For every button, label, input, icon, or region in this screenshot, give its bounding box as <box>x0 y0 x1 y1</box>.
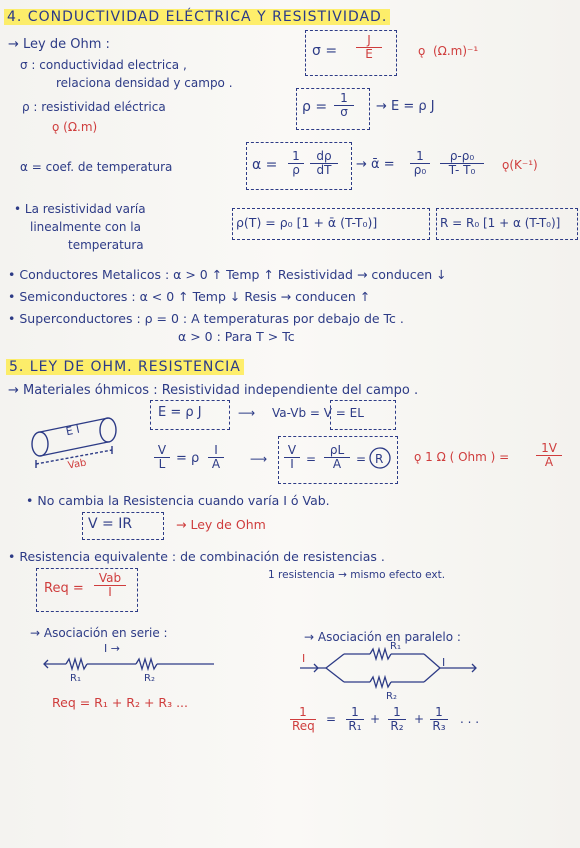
par-term-1 <box>346 706 364 733</box>
alpha-frac1-num: 1 <box>288 150 304 164</box>
serie-r2: R₂ <box>144 673 155 684</box>
no-change-line: • No cambia la Resistencia cuando varía I ó Vab. <box>26 493 330 508</box>
rho-l-den: A <box>332 457 342 471</box>
i-over-a-num: I <box>208 444 224 458</box>
series-circuit <box>44 659 214 669</box>
e-rho-j: E = ρ J <box>158 405 202 420</box>
par-term3-den: R₃ <box>432 719 446 733</box>
ohm-num: 1V <box>536 442 562 456</box>
alpha-bar-lhs: → ᾱ = <box>356 157 395 172</box>
serie-r1: R₁ <box>70 673 81 684</box>
rho-definition: ρ : resistividad eléctrica <box>22 100 166 114</box>
rho-l-over-a <box>324 444 350 471</box>
req-lhs: Req = <box>44 581 84 596</box>
alpha-eq-lhs: α = <box>252 157 278 173</box>
par-dots: . . . <box>460 712 480 726</box>
cylinder-vab: Vab <box>67 457 88 472</box>
rho-eq-rhs: → E = ρ J <box>376 99 435 114</box>
req-title-line: • Resistencia equivalente : de combinación de resistencias . <box>8 549 385 564</box>
par-plus-2: + <box>414 712 425 726</box>
req-den: I <box>108 585 112 599</box>
serie-equation: Req = R₁ + R₂ + R₃ ... <box>52 695 188 710</box>
sigma-definition: σ : conductividad electrica , <box>20 58 187 72</box>
rho-den: σ <box>340 105 348 119</box>
i-over-a-den: A <box>211 457 221 471</box>
par-term1-num: 1 <box>346 706 364 720</box>
serie-current: I → <box>104 642 120 655</box>
req-subtitle: 1 resistencia → mismo efecto ext. <box>268 569 446 581</box>
superconductores-line-2: α > 0 : Para T > Tc <box>178 329 295 344</box>
sigma-num: J <box>356 34 382 48</box>
section-4-title: 4. CONDUCTIVIDAD ELÉCTRICA Y RESISTIVIDAD. <box>4 10 390 24</box>
ley-ohm-label: → Ley de Ohm <box>176 517 266 532</box>
v-over-i-num: V <box>284 444 300 458</box>
linear-line-2: linealmente con la <box>30 220 141 234</box>
par-eq-lhs-num: 1 <box>290 706 316 720</box>
alpha-frac1-den: ρ <box>292 163 300 177</box>
par-plus-1: + <box>370 712 381 726</box>
paralelo-current-out: I <box>442 656 446 669</box>
resistance-symbol: R <box>375 452 384 466</box>
par-term-3 <box>430 706 448 733</box>
sigma-units: ǫ (Ω.m)⁻¹ <box>418 44 479 58</box>
alpha-bar-frac2-num: ρ-ρ₀ <box>440 150 484 164</box>
vir-eq: V = IR <box>88 516 133 532</box>
paralelo-heading: → Asociación en paralelo : <box>304 630 461 644</box>
rho-l-num: ρL <box>324 444 350 458</box>
serie-heading: → Asociación en serie : <box>30 626 168 640</box>
paralelo-r1: R₁ <box>390 641 401 652</box>
par-eq-equals: = <box>326 712 337 726</box>
alpha-bar-frac1-den: ρ₀ <box>413 163 427 177</box>
ohm-den: A <box>544 455 554 469</box>
section-5-title: 5. LEY DE OHM. RESISTENCIA <box>6 360 244 374</box>
linear-equation: ρ(T) = ρ₀ [1 + ᾱ (T-T₀)] <box>236 215 378 230</box>
cylinder-label: E I <box>64 422 81 439</box>
par-term1-den: R₁ <box>348 719 362 733</box>
i-over-a <box>208 444 224 471</box>
alpha-bar-frac2-den: T- T₀ <box>448 163 476 177</box>
par-term2-num: 1 <box>388 706 406 720</box>
alpha-bar-frac1-num: 1 <box>410 150 430 164</box>
arrow-1: ⟶ <box>238 406 256 420</box>
sigma-den: E <box>365 47 373 61</box>
par-term2-den: R₂ <box>390 719 404 733</box>
linear-line-3: temperatura <box>68 238 144 252</box>
equals-1: = <box>306 452 317 466</box>
alpha-frac2-den: dT <box>316 163 332 177</box>
rho-num: 1 <box>334 92 354 106</box>
v-over-l-num: V <box>154 444 170 458</box>
rho-eq-lhs: ρ = <box>302 99 328 115</box>
ohmic-materials-line: → Materiales óhmicos : Resistividad independiente del campo . <box>8 383 419 398</box>
v-over-l-den: L <box>158 457 166 471</box>
v-el-box <box>330 400 396 430</box>
arrow-2: ⟶ <box>250 452 268 466</box>
alpha-definition: α = coef. de temperatura <box>20 160 173 174</box>
paralelo-current-in: I <box>302 652 306 665</box>
voltage-eq: Va-Vb = V = EL <box>272 406 364 420</box>
superconductores-line: • Superconductores : ρ = 0 : A temperaturas por debajo de Tc . <box>8 311 404 326</box>
parallel-circuit <box>300 649 476 687</box>
par-term3-num: 1 <box>430 706 448 720</box>
alpha-frac2-num: dρ <box>310 150 338 164</box>
alpha-units: ǫ(K⁻¹) <box>502 158 538 172</box>
sigma-eq-lhs: σ = <box>312 43 338 59</box>
ohm-unit-line: ǫ 1 Ω ( Ohm ) = <box>414 450 510 464</box>
linear-equation-2: R = R₀ [1 + α (T-T₀)] <box>440 216 561 230</box>
v-over-l <box>154 444 170 471</box>
linear-line-1: • La resistividad varía <box>14 202 146 216</box>
paralelo-r2: R₂ <box>386 691 397 702</box>
v-over-i-den: I <box>290 457 294 471</box>
ley-ohm-heading: → Ley de Ohm : <box>8 37 110 52</box>
sigma-definition-2: relaciona densidad y campo . <box>56 76 233 90</box>
par-eq-lhs <box>290 706 316 733</box>
equals-rho: = ρ <box>176 451 200 466</box>
req-num: Vab <box>94 572 126 586</box>
conductores-line: • Conductores Metalicos : α > 0 ↑ Temp ↑ Resistividad → conducen ↓ <box>8 267 447 282</box>
par-term-2 <box>388 706 406 733</box>
v-over-i <box>284 444 300 471</box>
req-fraction <box>94 572 126 599</box>
equals-2: = <box>356 452 367 466</box>
rho-units: ǫ (Ω.m) <box>52 120 98 134</box>
ohm-unit-fraction <box>536 442 562 469</box>
semiconductores-line: • Semiconductores : α < 0 ↑ Temp ↓ Resis → conducen ↑ <box>8 289 371 304</box>
par-eq-lhs-den: Req <box>292 719 315 733</box>
